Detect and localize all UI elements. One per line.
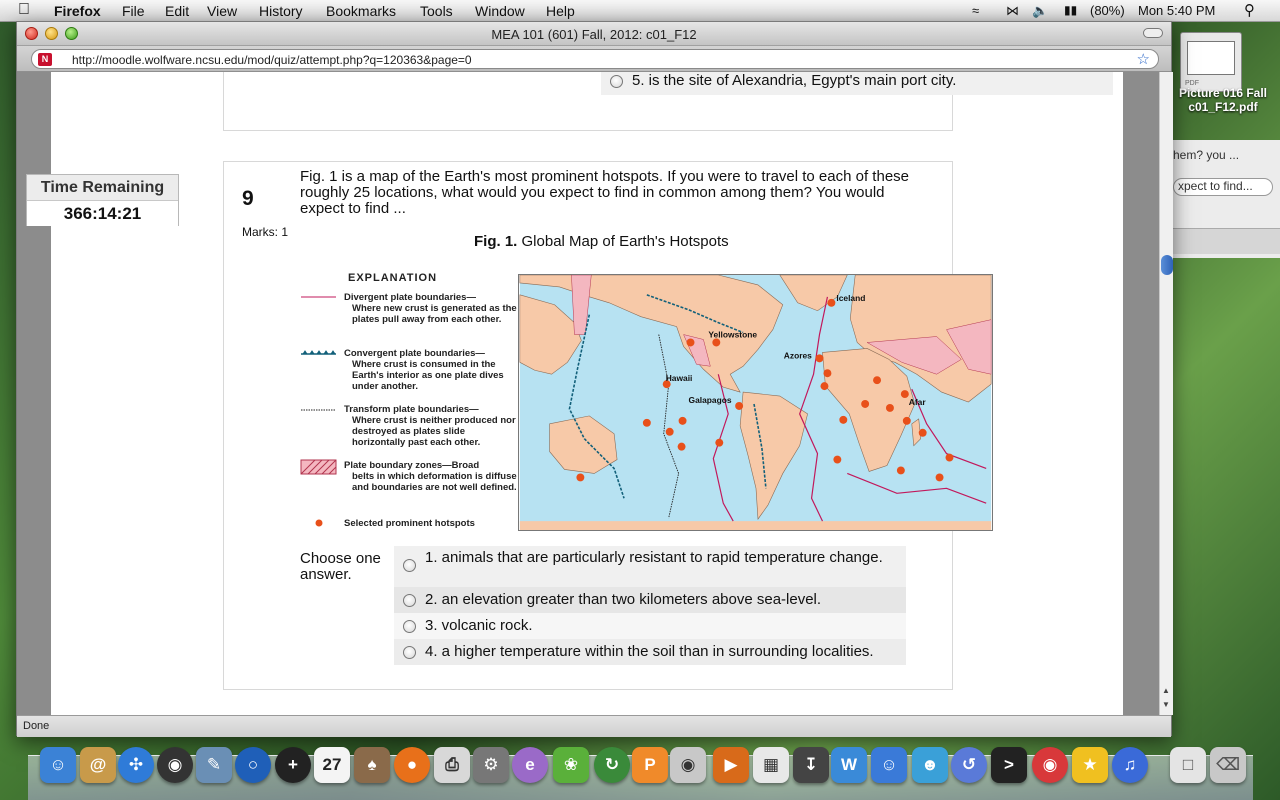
hotspot-5 [886,404,894,412]
hotspot-symbol [316,520,323,527]
hotspot-1 [687,339,695,347]
app-green-icon[interactable]: ❀ [553,747,589,783]
hotspot-10 [643,419,651,427]
emacs-icon[interactable]: e [512,747,548,783]
answer-option-2[interactable] [394,587,906,613]
address-book-icon[interactable]: @ [80,747,116,783]
clock[interactable]: Mon 5:40 PM [1138,3,1216,18]
hotspot-9 [919,429,927,437]
legend-heading: EXPLANATION [348,272,438,284]
url-text[interactable]: http://moodle.wolfware.ncsu.edu/mod/quiz/attempt.php?q=120363&page=0 [72,53,472,67]
hotspot-14 [715,439,723,447]
status-text: Done [23,720,50,732]
pdf-thumbnail [1187,41,1235,75]
itunes-icon[interactable]: ♫ [1112,747,1148,783]
previous-answer-option-5[interactable] [601,72,1113,95]
legend-hotspots: Selected prominent hotspots [344,518,475,529]
hotspot-12 [679,417,687,425]
menu-file[interactable]: File [122,3,145,19]
radio-button[interactable] [403,620,416,633]
background-window [1168,140,1280,258]
time-remaining-box [26,174,179,226]
battery-icon[interactable]: ▮▮ [1064,3,1078,17]
hotspot-3 [820,382,828,390]
menu-edit[interactable]: Edit [165,3,190,19]
vertical-scrollbar[interactable] [1159,72,1173,715]
label-hawaii: Hawaii [665,373,693,384]
dock [0,737,1280,800]
chat-icon[interactable]: ☻ [912,747,948,783]
option-text: 1. animals that are particularly resistant to rapid temperature change. [425,549,883,566]
hotspot-8 [903,417,911,425]
hotspot-2 [823,369,831,377]
finder-icon[interactable]: ☺ [40,747,76,783]
hotspot-17 [897,466,905,474]
preview-icon[interactable]: ✎ [196,747,232,783]
terminal-icon[interactable]: > [991,747,1027,783]
status-bar [17,715,1171,737]
hotspot-18 [936,473,944,481]
hotspot-4 [873,376,881,384]
camera-icon[interactable]: ◉ [670,747,706,783]
legend-convergent-title: Convergent plate boundaries— [344,348,485,359]
window-title: MEA 101 (601) Fall, 2012: c01_F12 [491,27,697,42]
antarctica [520,521,991,530]
page-viewport [17,72,1173,715]
aim-icon[interactable]: ★ [1072,747,1108,783]
documents-stack-icon[interactable]: □ [1170,747,1206,783]
option-text: 4. a higher temperature within the soil than in surrounding localities. [425,643,874,660]
apple-menu-icon[interactable] [18,1,30,19]
toolbar-toggle-button[interactable] [1143,28,1163,38]
scroll-down-arrow-icon[interactable]: ▼ [1162,700,1170,709]
pdf-badge: PDF [1185,80,1199,87]
menu-tools[interactable]: Tools [420,3,453,19]
keynote-icon[interactable]: ▶ [713,747,749,783]
menu-bar [0,0,1280,22]
hotspot-19 [576,473,584,481]
google-earth-icon[interactable]: ○ [235,747,271,783]
answer-option-4[interactable] [394,639,906,665]
messenger-icon[interactable]: ☺ [871,747,907,783]
menu-view[interactable]: View [207,3,238,19]
figure-title [474,233,729,250]
ical-icon[interactable]: 27 [314,747,350,783]
hotspot-13 [678,443,686,451]
hotspot-iceland [827,299,835,307]
hotspot-afar [901,390,909,398]
legend-divergent-title: Divergent plate boundaries— [344,292,476,303]
question-marks: Marks: 1 [242,225,289,239]
desktop-file-label[interactable] [1166,86,1280,114]
label-galapagos: Galapagos [688,394,732,405]
legend-convergent [344,348,520,392]
hotspot-world-map [518,274,993,531]
iphoto-icon[interactable]: ♠ [354,747,390,783]
numbers-icon[interactable]: ▦ [753,747,789,783]
legend-symbols [300,270,344,536]
hotspot-15 [833,456,841,464]
volume-icon[interactable]: 🔈 [1032,3,1049,18]
menu-history[interactable]: History [259,3,303,19]
time-remaining-label: Time Remaining [27,175,178,201]
question-text: Fig. 1 is a map of the Earth's most prominent hotspots. If you were to travel to each of these roughly 25 locations, what would you expect to find in common among them? You would expect to find ... [300,168,910,217]
network-icon[interactable]: ↻ [594,747,630,783]
presentation-icon[interactable]: P [632,747,668,783]
wifi-icon[interactable]: ≈ [972,3,980,18]
label-iceland: Iceland [836,292,866,303]
label-yellowstone: Yellowstone [708,329,758,340]
menu-help[interactable]: Help [546,3,575,19]
figure-label: Fig. 1. [474,233,518,250]
legend-convergent-desc: Where crust is consumed in the Earth's interior as one plate dives under another. [352,359,504,392]
legend-transform-title: Transform plate boundaries— [344,404,479,415]
navigation-toolbar [17,46,1171,72]
radio-button[interactable] [403,646,416,659]
word-icon[interactable]: W [831,747,867,783]
menu-window[interactable]: Window [475,3,525,19]
app-menu[interactable]: Firefox [54,3,101,19]
legend-divergent-desc: Where new crust is generated as the plates pull away from each other. [352,303,517,325]
legend-zones-title: Plate boundary zones—Broad [344,460,480,471]
trash-icon[interactable]: ⌫ [1210,747,1246,783]
safari-icon[interactable]: ✣ [118,747,154,783]
spotlight-icon[interactable]: ⚲ [1244,2,1255,19]
scroll-up-arrow-icon[interactable]: ▲ [1162,686,1170,695]
desktop-pdf-icon[interactable] [1180,32,1242,92]
system-preferences-icon[interactable]: ⚙ [473,747,509,783]
desktop-file-label-line2: c01_F12.pdf [1188,100,1258,114]
answer-option-1[interactable] [394,546,906,587]
browser-window [16,21,1172,736]
hotspot-16 [946,454,954,462]
choose-one-label: Choose one answer. [300,550,381,583]
battery-percent: (80%) [1090,3,1125,18]
downloads-icon[interactable]: ↧ [793,747,829,783]
hotspot-yellowstone [712,339,720,347]
printer-icon[interactable]: ⎙ [434,747,470,783]
radio-button[interactable] [403,559,416,572]
answer-option-3[interactable] [394,613,906,639]
menu-bookmarks[interactable]: Bookmarks [326,3,397,19]
hotspot-azores [816,354,824,362]
chrome-icon[interactable]: ◉ [1032,747,1068,783]
background-search-field[interactable]: xpect to find... [1173,178,1273,196]
label-azores: Azores [783,350,812,361]
legend-transform-desc: Where crust is neither produced nor destroyed as plates slide horizontally past each other. [352,415,516,448]
bookmark-star-icon[interactable]: ☆ [1136,51,1150,68]
page-margin-left [17,72,51,715]
legend-transform [344,404,520,448]
option-text: 2. an elevation greater than two kilometers above sea-level. [425,591,822,608]
radio-button[interactable] [610,75,623,88]
hotspot-galapagos [735,402,743,410]
previous-question-box [223,72,957,131]
scrollbar-thumb[interactable] [1161,255,1173,275]
legend-divergent [344,292,520,325]
title-bar[interactable] [17,22,1171,46]
hotspot-6 [861,400,869,408]
page-margin-right [1123,72,1159,715]
legend-zones-desc: belts in which deformation is diffuse and boundaries are not well defined. [352,471,517,493]
radio-button[interactable] [403,594,416,607]
site-favicon-icon: N [38,53,52,66]
option-text: 5. is the site of Alexandria, Egypt's main port city. [632,72,957,89]
figure-caption: Global Map of Earth's Hotspots [521,233,729,250]
label-afar: Afar [908,396,926,407]
dashboard-icon[interactable]: ◉ [157,747,193,783]
background-window-text: hem? you ... [1173,148,1240,162]
firefox-icon[interactable]: ● [394,747,430,783]
map-legend [300,270,520,536]
time-remaining-value: 366:14:21 [27,201,178,226]
option-text: 3. volcanic rock. [425,617,533,634]
system-add-icon[interactable]: + [275,747,311,783]
bluetooth-icon[interactable]: ⋈ [1006,3,1019,18]
question-number: 9 [242,187,254,210]
sync-icon[interactable]: ↺ [951,747,987,783]
hotspot-7 [839,416,847,424]
hotspot-11 [666,428,674,436]
background-window-bar [1169,228,1280,254]
legend-zones [344,460,520,493]
url-bar[interactable] [31,49,1159,69]
desktop-file-label-line1: Picture 016 Fall [1178,86,1268,100]
